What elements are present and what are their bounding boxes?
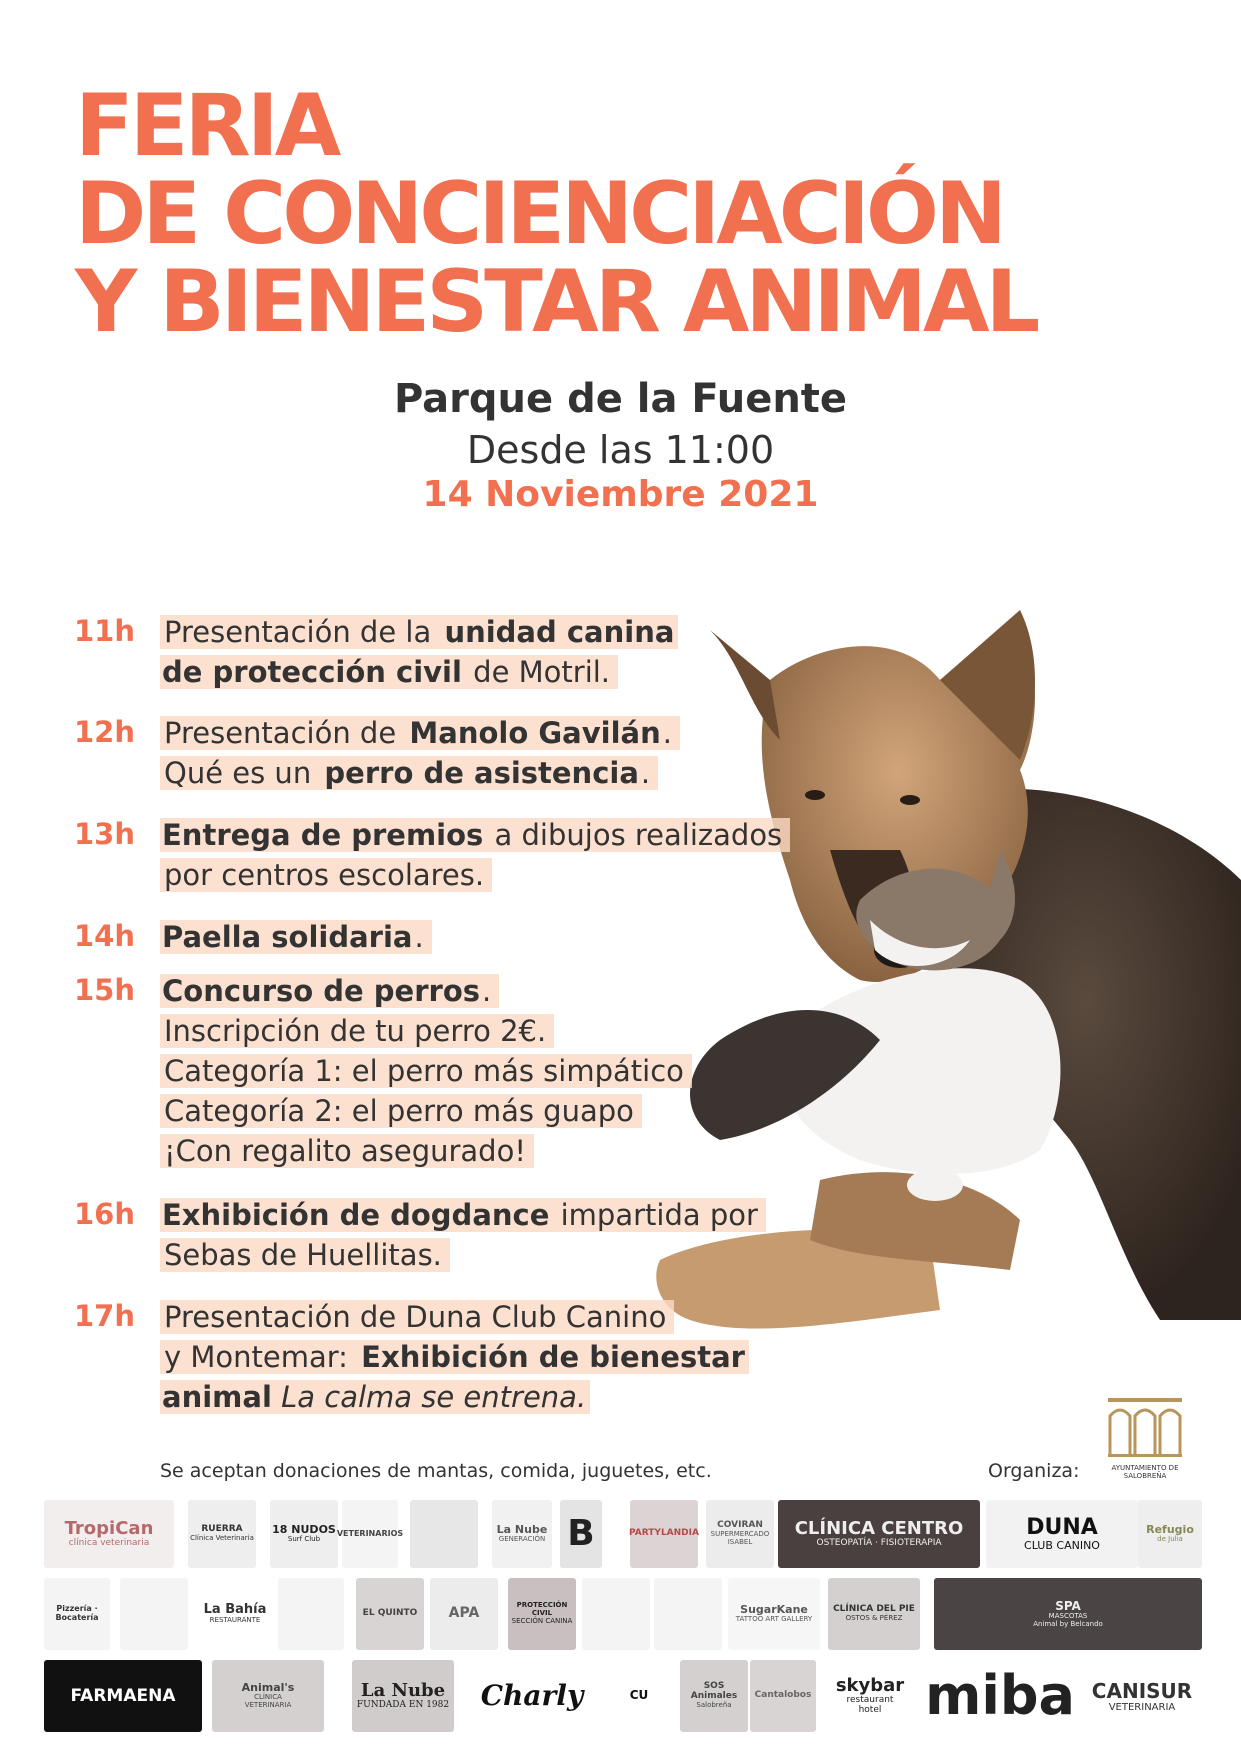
event-title (75, 76, 1175, 352)
donations-note: Se aceptan donaciones de mantas, comida, juguetes, etc. (160, 1460, 712, 1482)
schedule-line: de protección civil de Motril. (160, 652, 678, 692)
sponsor-logo-animals-clinica: Animal's CLÍNICA VETERINARIA (212, 1660, 324, 1732)
event-date: 14 Noviembre 2021 (422, 474, 819, 515)
schedule-hour: 14h (74, 919, 136, 953)
sponsor-logo-tropican: TropiCan clínica veterinaria (44, 1500, 174, 1568)
sponsor-logo-ruerra: RUERRA Clínica Veterinaria (188, 1500, 256, 1568)
schedule-line: Sebas de Huellitas. (160, 1235, 766, 1275)
sponsor-logo-circle-badge (582, 1578, 650, 1650)
title-line-3: Y BIENESTAR ANIMAL (75, 252, 1037, 352)
sponsor-logo-kids-logo (654, 1578, 722, 1650)
start-time: Desde las 11:00 (466, 428, 775, 472)
sponsor-logo-miba: miba (930, 1660, 1070, 1732)
sponsor-logo-proteccion-civil: PROTECCIÓN CIVIL SECCIÓN CANINA (508, 1578, 576, 1650)
schedule-line: y Montemar: Exhibición de bienestar (160, 1337, 749, 1377)
sponsor-logo-duna: DUNA CLUB CANINO (986, 1500, 1138, 1568)
dog-and-cat-photo (600, 620, 1241, 1400)
sponsor-logo-apa: APA (430, 1578, 498, 1650)
schedule-hour: 11h (74, 614, 136, 648)
schedule-line: Inscripción de tu perro 2€. (160, 1011, 692, 1051)
sponsor-logo-tree-brand (278, 1578, 344, 1650)
schedule-line: Exhibición de dogdance impartida por (160, 1195, 766, 1235)
schedule-line: Categoría 1: el perro más simpático (160, 1051, 692, 1091)
schedule-line: Presentación de Manolo Gavilán. (160, 713, 680, 753)
sponsor-logo-pizzeria: Pizzería · Bocatería (44, 1578, 110, 1650)
schedule-hour: 15h (74, 973, 136, 1007)
venue: Parque de la Fuente (393, 376, 848, 422)
ayuntamiento-logo (1090, 1396, 1200, 1480)
schedule-hour: 12h (74, 715, 136, 749)
sponsor-logo-farmaena: FARMAENA (44, 1660, 202, 1732)
sponsor-logo-skybar: skybar restaurant hotel (818, 1660, 922, 1732)
schedule-line: Entrega de premios a dibujos realizados (160, 815, 790, 855)
ayuntamiento-label: AYUNTAMIENTO DE SALOBREÑA (1111, 1464, 1179, 1480)
schedule-hour: 16h (74, 1197, 136, 1231)
organiza-label: Organiza: (988, 1460, 1080, 1482)
schedule-line: Presentación de Duna Club Canino (160, 1297, 749, 1337)
schedule-line: animal La calma se entrena. (160, 1377, 749, 1417)
sponsor-logo-refugio: Refugio de Julia (1138, 1500, 1202, 1568)
sponsor-logo-la-nube: La Nube FUNDADA EN 1982 (352, 1660, 454, 1732)
sponsor-logo-cu-circle: CU (606, 1660, 672, 1732)
sponsor-logo-canisur: CANISUR VETERINARIA (1084, 1660, 1200, 1732)
schedule-line: Presentación de la unidad canina (160, 612, 678, 652)
schedule-line: por centros escolares. (160, 855, 790, 895)
sponsor-logo-vet-mascotas: VETERINARIOS (342, 1500, 398, 1568)
sponsor-logo-charly: Charly (462, 1660, 602, 1732)
sponsor-logo-coviran: COVIRAN SUPERMERCADO ISABEL (706, 1500, 774, 1568)
sponsor-logo-trees (120, 1578, 188, 1650)
sponsor-logo-partylandia: PARTYLANDIA (630, 1500, 698, 1568)
sponsor-logo-cantalobos: Cantalobos (750, 1660, 816, 1732)
sponsor-logo-la-nube-generacion: La Nube GENERACIÓN (492, 1500, 552, 1568)
sponsor-logo-sugar-kane: SugarKane TATTOO ART GALLERY (728, 1578, 820, 1650)
sponsor-logo-clinica-centro: CLÍNICA CENTRO OSTEOPATÍA · FISIOTERAPIA (778, 1500, 980, 1568)
schedule-line: Qué es un perro de asistencia. (160, 753, 680, 793)
sponsor-logo-clinica-pie: CLÍNICA DEL PIE OSTOS & PÉREZ (828, 1578, 920, 1650)
sponsor-logo-dog-portrait (410, 1500, 478, 1568)
aqueduct-icon (1106, 1396, 1184, 1458)
sponsor-logo-18-nudos: 18 NUDOS Surf Club (270, 1500, 338, 1568)
title-line-2: DE CONCIENCIACIÓN (75, 164, 1003, 264)
schedule-line: Concurso de perros. (160, 971, 692, 1011)
schedule-line: Categoría 2: el perro más guapo (160, 1091, 692, 1131)
sponsor-logo-la-bahia: La Bahía RESTAURANTE (198, 1578, 272, 1650)
schedule-line: Paella solidaria. (160, 917, 432, 957)
sponsor-logo-sos-animales: SOS Animales Salobreña (680, 1660, 748, 1732)
title-line-1: FERIA (75, 76, 338, 176)
schedule-hour: 13h (74, 817, 136, 851)
sponsor-logo-el-quinto: EL QUINTO (356, 1578, 424, 1650)
sponsor-logo-spa-mascotas: SPA MASCOTAS Animal by Belcando (934, 1578, 1202, 1650)
schedule-hour: 17h (74, 1299, 136, 1333)
sponsor-logo-b-logo: B (560, 1500, 602, 1568)
schedule-line: ¡Con regalito asegurado! (160, 1131, 692, 1171)
